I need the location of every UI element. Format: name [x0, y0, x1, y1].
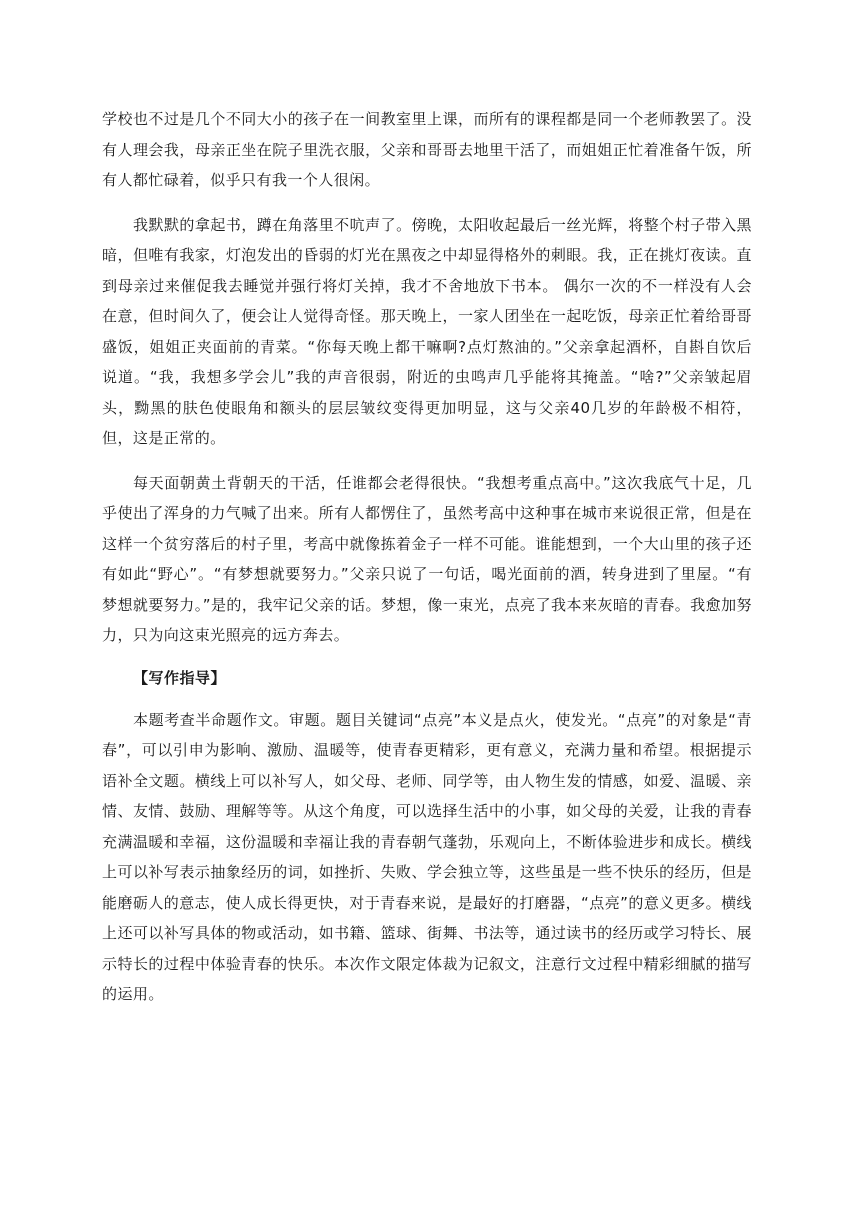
writing-guidance-paragraph: 本题考查半命题作文。审题。题目关键词“点亮”本义是点火，使发光。“点亮”的对象是“青春”，可以引申为影响、激励、温暖等，使青春更精彩，更有意义，充满力量和希望。根据提示语补全文题。横线上可以补写人，如父母、老师、同学等，由人物生发的情感，如爱、温暖、亲情、友情、鼓励、理解等等。从这个角度，可以选择生活中的小事，如父母的关爱，让我的青春充满温暖和幸福，这份温暖和幸福让我的青春朝气蓬勃，乐观向上，不断体验进步和成长。横线上可以补写表示抽象经历的词，如挫折、失败、学会独立等，这些虽是一些不快乐的经历，但是能磨砺人的意志，使人成长得更快，对于青春来说，是最好的打磨器，“点亮”的意义更多。横线上还可以补写具体的物或活动，如书籍、篮球、街舞、书法等，通过读书的经历或学习特长、展示特长的过程中体验青春的快乐。本次作文限定体裁为记叙文，注意行文过程中精彩细腻的描写的运用。	[102, 710, 752, 1003]
story-paragraph-1: 学校也不过是几个不同大小的孩子在一间教室里上课，而所有的课程都是同一个老师教罢了。没有人理会我，母亲正坐在院子里洗衣服，父亲和哥哥去地里干活了，而姐姐正忙着准备午饭，所有人都忙碌着，似乎只有我一个人很闲。	[102, 110, 752, 189]
document-body	[102, 104, 752, 1010]
story-paragraph-2: 我默默的拿起书，蹲在角落里不吭声了。傍晚，太阳收起最后一丝光辉，将整个村子带入黑暗，但唯有我家，灯泡发出的昏弱的灯光在黑夜之中却显得格外的刺眼。我，正在挑灯夜读。直到母亲过来催促我去睡觉并强行将灯关掉，我才不舍地放下书本。 偶尔一次的不一样没有人会在意，但时间久了，便会让人觉得奇怪。那天晚上，一家人团坐在一起吃饭，母亲正忙着给哥哥盛饭，姐姐正夹面前的青菜。“你每天晚上都干嘛啊?点灯熬油的。”父亲拿起酒杯，自斟自饮后说道。“我，我想多学会儿”我的声音很弱，附近的虫鸣声几乎能将其掩盖。“啥?”父亲皱起眉头，黝黑的肤色使眼角和额头的层层皱纹变得更加明显，这与父亲40几岁的年龄极不相符，但，这是正常的。	[102, 215, 752, 447]
writing-guidance-heading: 【写作指导】	[133, 668, 227, 687]
story-paragraph-3: 每天面朝黄土背朝天的干活，任谁都会老得很快。“我想考重点高中。”这次我底气十足，几乎使出了浑身的力气喊了出来。所有人都愣住了，虽然考高中这种事在城市来说很正常，但是在这样一个贫穷落后的村子里，考高中就像拣着金子一样不可能。谁能想到，一个大山里的孩子还有如此“野心”。“有梦想就要努力。”父亲只说了一句话，喝光面前的酒，转身进到了里屋。“有梦想就要努力。”是的，我牢记父亲的话。梦想，像一束光，点亮了我本来灰暗的青春。我愈加努力，只为向这束光照亮的远方奔去。	[102, 473, 752, 644]
